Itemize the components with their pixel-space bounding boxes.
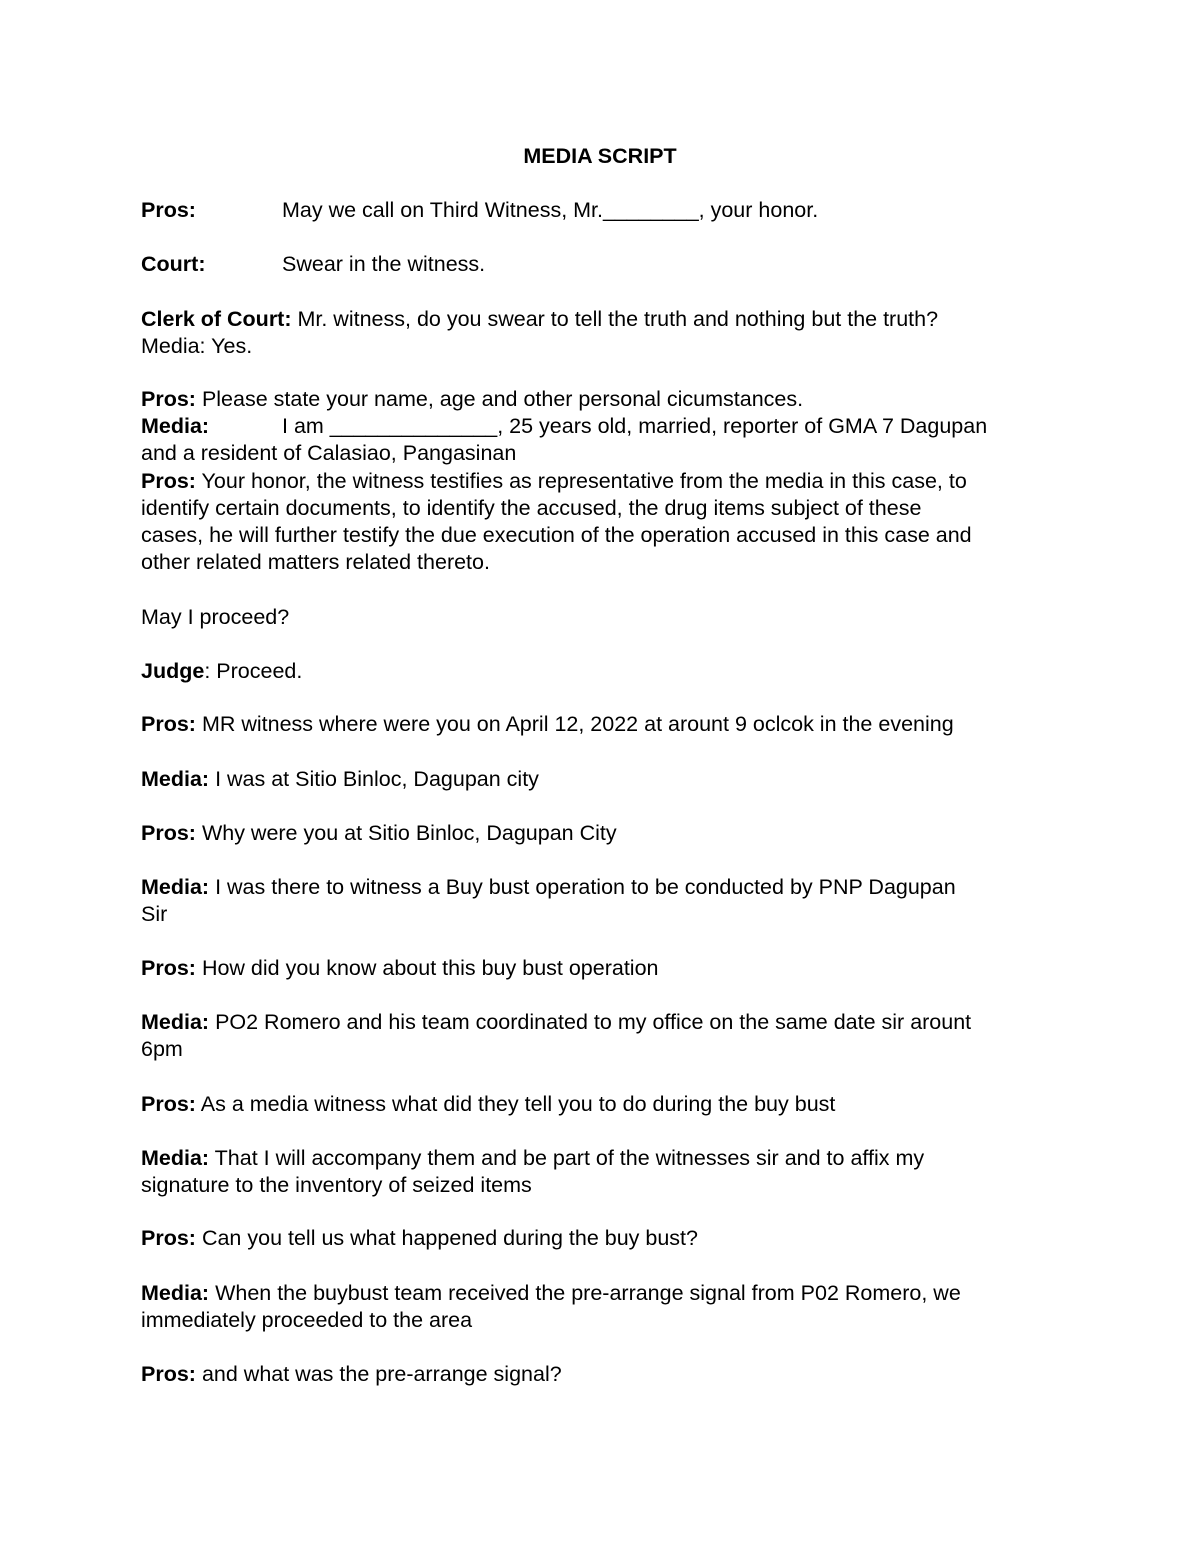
line-text: Swear in the witness. bbox=[282, 252, 486, 276]
script-line bbox=[141, 495, 1101, 522]
script-line bbox=[141, 766, 1101, 793]
speaker-label: Media: bbox=[141, 767, 210, 791]
script-line bbox=[141, 1145, 1101, 1172]
line-text: MR witness where were you on April 12, 2022 at arount 9 oclcok in the evening bbox=[195, 712, 954, 736]
line-text: Media: Yes. bbox=[141, 334, 253, 358]
script-line bbox=[141, 549, 1101, 576]
script-line bbox=[141, 386, 1101, 413]
line-text: May we call on Third Witness, Mr.________, your honor. bbox=[282, 198, 819, 222]
script-line bbox=[141, 1361, 1101, 1388]
script-line bbox=[141, 1225, 1101, 1252]
speaker-label: Pros: bbox=[141, 1226, 196, 1250]
line-text: I was at Sitio Binloc, Dagupan city bbox=[209, 767, 539, 791]
script-line bbox=[141, 197, 1101, 224]
script-line bbox=[141, 711, 1101, 738]
speaker-label: Media: bbox=[141, 875, 210, 899]
speaker-label: Pros: bbox=[141, 469, 196, 493]
line-text: cases, he will further testify the due execution of the operation accused in this case and bbox=[141, 523, 972, 547]
line-text: I am ______________, 25 years old, married, reporter of GMA 7 Dagupan bbox=[282, 414, 988, 438]
speaker-label: Pros: bbox=[141, 956, 196, 980]
script-line bbox=[141, 874, 1101, 901]
line-text: PO2 Romero and his team coordinated to my office on the same date sir arount bbox=[209, 1010, 972, 1034]
script-line bbox=[141, 1091, 1101, 1118]
line-text: Can you tell us what happened during the buy bust? bbox=[195, 1226, 698, 1250]
speaker-label: Media: bbox=[141, 1281, 210, 1305]
speaker-label: Pros: bbox=[141, 198, 196, 222]
script-line bbox=[141, 1036, 1101, 1063]
script-line bbox=[141, 1307, 1101, 1334]
line-text: immediately proceeded to the area bbox=[141, 1308, 473, 1332]
speaker-label: Media: bbox=[141, 1146, 210, 1170]
script-line bbox=[141, 413, 1101, 440]
script-line bbox=[141, 333, 1101, 360]
speaker-label: Media: bbox=[141, 1010, 210, 1034]
line-text: : Proceed. bbox=[204, 659, 303, 683]
script-line bbox=[141, 955, 1101, 982]
speaker-label: Clerk of Court: bbox=[141, 307, 292, 331]
script-line bbox=[141, 468, 1101, 495]
line-text: How did you know about this buy bust operation bbox=[195, 956, 659, 980]
script-line bbox=[141, 306, 1101, 333]
line-text: When the buybust team received the pre-arrange signal from P02 Romero, we bbox=[209, 1281, 961, 1305]
script-line bbox=[141, 522, 1101, 549]
speaker-label: Pros: bbox=[141, 821, 196, 845]
line-text: Sir bbox=[141, 902, 168, 926]
speaker-label: Media: bbox=[141, 414, 210, 438]
line-text: Mr. witness, do you swear to tell the truth and nothing but the truth? bbox=[291, 307, 939, 331]
line-text: Please state your name, age and other personal cicumstances. bbox=[195, 387, 804, 411]
speaker-label: Pros: bbox=[141, 1092, 196, 1116]
script-line bbox=[141, 658, 1101, 685]
line-text: Why were you at Sitio Binloc, Dagupan City bbox=[195, 821, 617, 845]
page-title: MEDIA SCRIPT bbox=[523, 144, 677, 168]
speaker-label: Pros: bbox=[141, 387, 196, 411]
script-line bbox=[141, 901, 1101, 928]
line-text: That I will accompany them and be part of the witnesses sir and to affix my bbox=[209, 1146, 925, 1170]
script-line bbox=[141, 440, 1101, 467]
line-text: May I proceed? bbox=[141, 605, 290, 629]
line-text: identify certain documents, to identify the accused, the drug items subject of these bbox=[141, 496, 922, 520]
line-text: I was there to witness a Buy bust operation to be conducted by PNP Dagupan bbox=[209, 875, 956, 899]
script-line bbox=[141, 1280, 1101, 1307]
line-text: 6pm bbox=[141, 1037, 183, 1061]
script-line bbox=[141, 820, 1101, 847]
line-text: As a media witness what did they tell you to do during the buy bust bbox=[195, 1092, 836, 1116]
speaker-label: Pros: bbox=[141, 712, 196, 736]
script-line bbox=[141, 251, 1101, 278]
line-text: other related matters related thereto. bbox=[141, 550, 490, 574]
line-text: signature to the inventory of seized items bbox=[141, 1173, 532, 1197]
script-line bbox=[141, 1172, 1101, 1199]
speaker-label: Judge bbox=[141, 659, 205, 683]
speaker-label: Court: bbox=[141, 252, 206, 276]
speaker-label: Pros: bbox=[141, 1362, 196, 1386]
line-text: and what was the pre-arrange signal? bbox=[195, 1362, 562, 1386]
script-line bbox=[141, 1009, 1101, 1036]
line-text: and a resident of Calasiao, Pangasinan bbox=[141, 441, 517, 465]
script-line bbox=[141, 604, 1101, 631]
line-text: Your honor, the witness testifies as representative from the media in this case, to bbox=[195, 469, 967, 493]
